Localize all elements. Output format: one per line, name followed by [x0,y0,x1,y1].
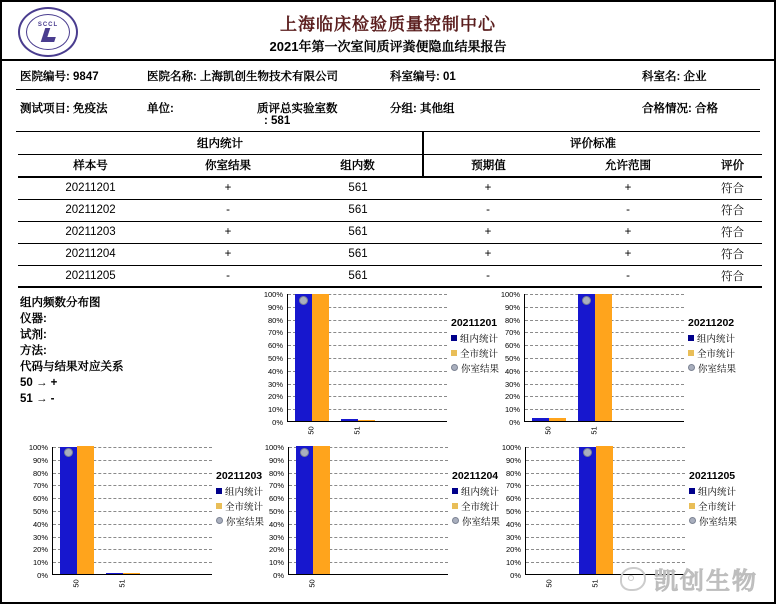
field-hospital-name-label: 医院名称: [147,71,201,83]
field-dept-name [642,68,707,84]
y-axis-tick-label: 100% [264,443,284,452]
notes-instrument: 仪器: [20,313,47,325]
bar-组内统计-50 [60,447,77,574]
group-header-criteria: 评价标准 [423,132,762,154]
table-cell: - [553,265,703,287]
y-axis-tick-label: 100% [501,443,521,452]
table-cell: 符合 [703,177,762,199]
field-unit-label: 单位: [147,103,174,115]
x-axis-tick-label: 50 [71,579,81,588]
your-lab-result-marker [64,448,73,457]
table-cell: 20211205 [18,265,163,287]
chart-title: 20211201 [451,317,498,329]
legend-square-icon [688,335,694,341]
legend-square-icon [689,503,695,509]
company-watermark-text: 凯创生物 [654,568,758,595]
legend-circle-icon [452,517,459,524]
table-cell: 561 [293,177,423,199]
field-total-labs-value: : 581 [264,115,291,127]
legend-entry-你室结果: 你室结果 [689,515,737,530]
table-cell: 20211201 [18,177,163,199]
col-header-allowed-range: 允许范围 [553,154,703,177]
table-group-header-row [18,132,762,154]
page-title: 上海临床检验质量控制中心 [280,15,496,34]
legend-entry-你室结果: 你室结果 [451,362,499,377]
group-header-intragroup: 组内统计 [18,132,423,154]
your-lab-result-marker [299,296,308,305]
legend-entry-组内统计: 组内统计 [689,485,737,500]
y-axis-tick-label: 80% [504,315,520,325]
table-cell: + [423,221,553,243]
chart-20211204 [256,443,511,595]
table-cell: 20211203 [18,221,163,243]
y-axis-tick-label: 90% [268,455,284,465]
legend-entry-全市统计: 全市统计 [452,500,500,515]
table-cell: + [163,243,293,265]
chart-title: 20211205 [689,470,736,482]
chart-20211202 [492,290,747,442]
table-cell: 561 [293,221,423,243]
legend-entry-全市统计: 全市统计 [688,347,736,362]
legend-entry-组内统计: 组内统计 [451,332,499,347]
y-axis-tick-label: 60% [268,494,284,504]
legend-square-icon [452,488,458,494]
legend-entry-组内统计: 组内统计 [688,332,736,347]
field-unit [147,100,174,116]
y-axis-tick-label: 60% [505,494,521,504]
y-axis-tick-label: 0% [509,418,520,427]
bar-全市统计-51 [595,294,612,421]
x-axis-tick-label: 50 [544,579,554,588]
chart-title: 20211203 [216,470,263,482]
y-axis-tick-label: 50% [267,354,283,363]
y-axis-tick-label: 0% [37,571,48,580]
table-cell: + [163,221,293,243]
table-row [18,265,762,287]
y-axis-tick-label: 70% [267,328,283,338]
table-cell: 561 [293,265,423,287]
field-qualified [642,100,718,116]
field-test-item-label: 测试项目: [20,103,74,115]
table-row [18,199,762,221]
table-cell: + [423,177,553,199]
y-axis-tick-label: 90% [505,455,521,465]
legend-entry-全市统计: 全市统计 [689,500,737,515]
table-column-header-row [18,154,762,177]
y-axis-tick-label: 30% [268,532,284,542]
notes-block [20,295,124,407]
y-axis-tick-label: 100% [28,443,48,452]
x-axis-tick-label: 51 [589,426,599,435]
bar-全市统计-51 [123,573,140,574]
legend-square-icon [688,350,694,356]
field-hospital-name-value: 上海凯创生物技术有限公司 [200,71,339,83]
field-hospital-no [20,68,99,84]
legend-square-icon [216,503,222,509]
legend-entry-你室结果: 你室结果 [688,362,736,377]
chart-plot-area [288,447,448,575]
bar-全市统计-50 [77,446,94,574]
notes-reagent: 试剂: [20,329,47,341]
chart-plot-area [287,294,447,422]
chart-title: 20211202 [688,317,735,329]
notes-method: 方法: [20,345,47,357]
y-axis-tick-label: 0% [273,571,284,580]
bar-全市统计-51 [358,420,375,421]
legend-entry-全市统计: 全市统计 [451,347,499,362]
y-axis-tick-label: 70% [268,481,284,491]
y-axis-tick-label: 90% [504,302,520,312]
y-axis-tick-label: 60% [267,341,283,351]
col-header-group-count: 组内数 [293,154,423,177]
table-cell: 符合 [703,243,762,265]
legend-square-icon [451,350,457,356]
legend-entry-你室结果: 你室结果 [216,515,264,530]
table-cell: - [423,265,553,287]
x-axis-tick-label: 50 [307,579,317,588]
chart-plot-area [524,294,684,422]
notes-mapping-2: 51 → - [20,393,55,405]
bar-组内统计-51 [578,294,595,421]
bar-组内统计-50 [295,294,312,421]
x-axis-tick-label: 50 [543,426,553,435]
notes-heading: 组内频数分布图 [20,297,101,309]
y-axis-tick-label: 80% [32,468,48,478]
y-axis-tick-label: 50% [505,507,521,516]
table-cell: 561 [293,199,423,221]
y-axis-tick-label: 70% [504,328,520,338]
table-cell: 符合 [703,265,762,287]
y-axis-tick-label: 40% [268,519,284,529]
legend-circle-icon [451,364,458,371]
col-header-expected: 预期值 [423,154,553,177]
table-cell: - [553,199,703,221]
legend-circle-icon [688,364,695,371]
field-total-labs-value-line [264,115,290,127]
field-test-item [20,100,108,116]
page-subtitle: 2021年第一次室间质评粪便隐血结果报告 [269,39,507,54]
header-divider [2,59,774,61]
bar-全市统计-51 [596,446,613,574]
chart-title: 20211204 [452,470,499,482]
company-watermark [620,561,758,596]
chart-legend [688,316,736,377]
table-cell: - [163,265,293,287]
table-cell: - [163,199,293,221]
bar-组内统计-51 [579,447,596,574]
y-axis-tick-label: 40% [505,519,521,529]
chart-plot-area [52,447,212,575]
bar-组内统计-50 [296,446,313,574]
field-group [390,100,455,116]
field-hospital-no-label: 医院编号: [20,71,74,83]
y-axis-tick-label: 60% [32,494,48,504]
y-axis-tick-label: 10% [504,405,520,415]
y-axis-tick-label: 80% [268,468,284,478]
table-cell: 符合 [703,199,762,221]
y-axis-tick-label: 80% [505,468,521,478]
legend-entry-全市统计: 全市统计 [216,500,264,515]
y-axis-tick-label: 90% [267,302,283,312]
y-axis-tick-label: 70% [32,481,48,491]
y-axis-tick-label: 100% [500,290,520,299]
legend-circle-icon [216,517,223,524]
y-axis-tick-label: 10% [268,558,284,568]
y-axis-tick-label: 10% [505,558,521,568]
field-qualified-label: 合格情况: [642,103,696,115]
field-dept-name-label: 科室名: [642,71,684,83]
field-group-label: 分组: [390,103,421,115]
chart-20211201 [255,290,510,442]
y-axis-tick-label: 30% [504,379,520,389]
y-axis-tick-label: 50% [504,354,520,363]
chart-plot-area [525,447,685,575]
y-axis-tick-label: 40% [504,366,520,376]
y-axis-tick-label: 70% [505,481,521,491]
x-axis-tick-label: 51 [117,579,127,588]
y-axis-tick-label: 30% [505,532,521,542]
y-axis-tick-label: 40% [32,519,48,529]
col-header-your-result: 你室结果 [163,154,293,177]
legend-entry-组内统计: 组内统计 [452,485,500,500]
field-hospital-name [147,68,338,84]
notes-mapping-1: 50 → + [20,377,58,389]
col-header-evaluation: 评价 [703,154,762,177]
table-row [18,243,762,265]
col-header-sample-no: 样本号 [18,154,163,177]
legend-square-icon [452,503,458,509]
bar-组内统计-51 [341,419,358,421]
your-lab-result-marker [582,296,591,305]
y-axis-tick-label: 20% [504,392,520,402]
y-axis-tick-label: 30% [267,379,283,389]
bar-全市统计-50 [549,418,566,421]
y-axis-tick-label: 60% [504,341,520,351]
legend-entry-你室结果: 你室结果 [452,515,500,530]
legend-square-icon [216,488,222,494]
y-axis-tick-label: 10% [267,405,283,415]
legend-entry-组内统计: 组内统计 [216,485,264,500]
y-axis-tick-label: 20% [505,545,521,555]
y-axis-tick-label: 30% [32,532,48,542]
bar-全市统计-50 [313,446,330,574]
y-axis-tick-label: 90% [32,455,48,465]
y-axis-tick-label: 20% [267,392,283,402]
table-cell: 20211204 [18,243,163,265]
bar-组内统计-51 [106,573,123,574]
bar-全市统计-50 [312,294,329,421]
table-cell: 符合 [703,221,762,243]
results-table [18,132,762,288]
chart-20211203 [20,443,275,595]
table-cell: + [553,243,703,265]
field-qualified-value: 合格 [695,103,719,115]
table-cell: + [163,177,293,199]
info-divider-1 [16,89,760,90]
notes-mapping-heading: 代码与结果对应关系 [20,361,124,373]
field-dept-no [390,68,456,84]
y-axis-tick-label: 0% [272,418,283,427]
table-cell: + [423,243,553,265]
x-axis-tick-label: 51 [590,579,600,588]
your-lab-result-marker [300,448,309,457]
field-hospital-no-value: 9847 [73,71,99,83]
x-axis-tick-label: 51 [352,426,362,435]
table-cell: 561 [293,243,423,265]
field-total-labs-label: 质评总实验室数 [257,103,338,115]
legend-square-icon [451,335,457,341]
company-logo-icon [620,567,646,591]
seal-text: SCCL [37,22,59,28]
field-dept-no-value: 01 [443,71,456,83]
y-axis-tick-label: 20% [268,545,284,555]
y-axis-tick-label: 0% [510,571,521,580]
field-dept-name-value: 企业 [683,71,707,83]
field-total-labs-label-line [257,100,338,116]
table-row [18,221,762,243]
y-axis-tick-label: 100% [263,290,283,299]
chart-legend [689,469,737,530]
table-cell: + [553,221,703,243]
table-cell: + [553,177,703,199]
legend-circle-icon [689,517,696,524]
y-axis-tick-label: 50% [32,507,48,516]
table-cell: 20211202 [18,199,163,221]
y-axis-tick-label: 20% [32,545,48,555]
your-lab-result-marker [583,448,592,457]
y-axis-tick-label: 80% [267,315,283,325]
bar-组内统计-50 [532,418,549,421]
table-row [18,177,762,199]
y-axis-tick-label: 50% [268,507,284,516]
field-group-value: 其他组 [420,103,455,115]
legend-square-icon [689,488,695,494]
x-axis-tick-label: 50 [306,426,316,435]
y-axis-tick-label: 10% [32,558,48,568]
table-cell: - [423,199,553,221]
field-dept-no-label: 科室编号: [390,71,444,83]
y-axis-tick-label: 40% [267,366,283,376]
field-test-item-value: 免疫法 [73,103,108,115]
